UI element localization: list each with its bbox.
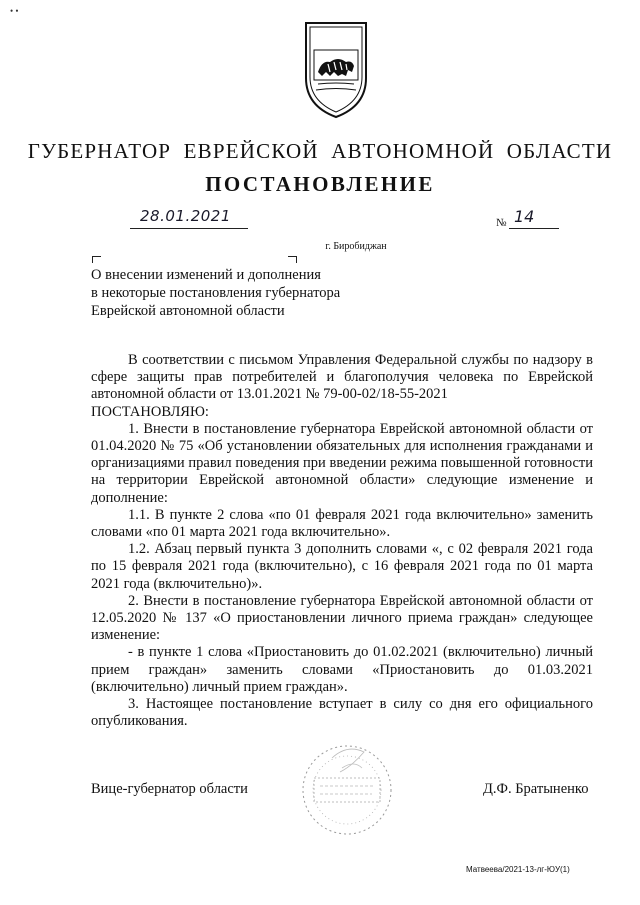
decree-word: ПОСТАНОВЛЯЮ: bbox=[91, 403, 209, 420]
official-seal-stamp-icon bbox=[292, 738, 402, 838]
document-date: 28.01.2021 bbox=[140, 207, 231, 225]
coat-of-arms-tiger-icon bbox=[298, 20, 374, 120]
clause-1-1: 1.1. В пункте 2 слова «по 01 февраля 2021 года включительно» заменить словами «по 01 марта 2021 года включительно». bbox=[91, 506, 593, 541]
clause-2: 2. Внести в постановление губернатора Еврейской автономной области от 12.05.2020 № 137 «О приостановлении личного приема граждан» следующее изменение: bbox=[91, 592, 593, 644]
governor-title: ГУБЕРНАТОР ЕВРЕЙСКОЙ АВТОНОМНОЙ ОБЛАСТИ bbox=[27, 139, 613, 163]
city-name: г. Биробиджан bbox=[325, 241, 387, 252]
subject-line: в некоторые постановления губернатора bbox=[91, 285, 341, 301]
clause-3: 3. Настоящее постановление вступает в силу со дня его официального опубликования. bbox=[91, 696, 593, 730]
document-number: 14 bbox=[514, 207, 535, 226]
clause-2-item: - в пункте 1 слова «Приостановить до 01.02.2021 (включительно) личный прием граждан» заменить словами «Приостановить до 01.03.2021 (включительно) личный прием граждан». bbox=[91, 644, 593, 695]
number-label: № bbox=[496, 217, 507, 229]
clause-1-2: 1.2. Абзац первый пункта 3 дополнить словами «, с 02 февраля 2021 года по 15 февраля 2021 года (включительно), с 16 февраля 2021 года по 01 марта 2021 года (включительно)». bbox=[91, 541, 593, 592]
document-body bbox=[91, 352, 593, 730]
number-underline bbox=[509, 228, 559, 229]
signatory-name: Д.Ф. Братыненко bbox=[483, 781, 589, 797]
subject-line: Еврейской автономной области bbox=[91, 303, 285, 319]
scan-marks: • • bbox=[10, 6, 19, 16]
clause-1: 1. Внести в постановление губернатора Еврейской автономной области от 01.04.2020 № 75 «Об установлении обязательных для исполнения гражданами и организациями правил поведения при введении режима повышенной готовности на территории Еврейской автономной области» следующие изменение и дополнение: bbox=[91, 420, 593, 506]
document-footer-code: Матвеева/2021-13-лг-ЮУ(1) bbox=[466, 865, 570, 874]
preamble-paragraph: В соответствии с письмом Управления Федеральной службы по надзору в сфере защиты прав потребителей и благополучия человека по Еврейской автономной области от 13.01.2021 № 79-00-02/18-55-2021 bbox=[91, 352, 593, 403]
subject-line: О внесении изменений и дополнения bbox=[91, 267, 321, 283]
date-underline bbox=[130, 228, 248, 229]
subject-block bbox=[91, 266, 340, 320]
subject-bracket-right bbox=[288, 256, 297, 263]
signatory-position: Вице-губернатор области bbox=[91, 781, 248, 797]
subject-bracket-left bbox=[92, 256, 101, 263]
document-type: ПОСТАНОВЛЕНИЕ bbox=[205, 172, 435, 196]
